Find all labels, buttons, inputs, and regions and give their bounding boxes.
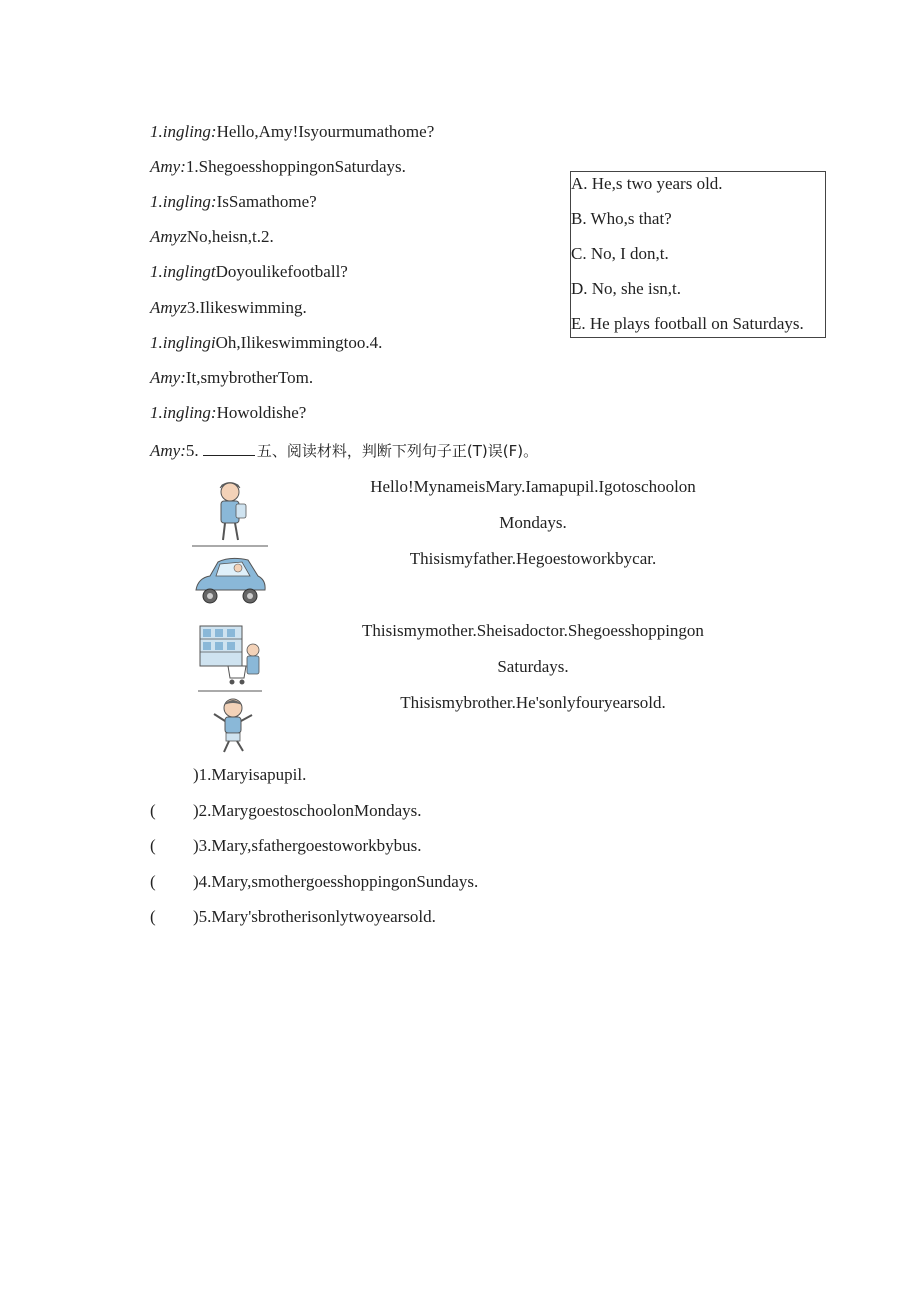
answer-blank[interactable] xyxy=(203,441,255,456)
passage-line-2: Mondays. xyxy=(499,513,567,532)
dialogue-line-6: Amyz3.Ilikeswimming. xyxy=(150,298,307,317)
dialogue-line-1: 1.ingling:Hello,Amy!Isyourmumathome? xyxy=(150,122,435,141)
dialogue-line-2: Amy:1.ShegoesshoppingonSaturdays. xyxy=(150,157,406,176)
passage-line-6: Thisismybrother.He'sonlyfouryearsold. xyxy=(400,693,666,712)
dialogue-line-4: AmyzNo,heisn,t.2. xyxy=(150,227,274,246)
answer-paren[interactable]: ( xyxy=(150,801,156,820)
dialogue-line-3: 1.ingling:IsSamathome? xyxy=(150,192,317,211)
option-a: A. He,s two years old. xyxy=(571,174,723,193)
dialogue-line-10: Amy:5. 五、阅读材料，判断下列句子正(T)误(F)。 xyxy=(150,441,539,460)
option-c: C. No, I don,t. xyxy=(571,244,669,263)
passage-line-5: Saturdays. xyxy=(497,657,569,676)
dialogue-line-5: 1.inglingtDoyoulikefootball? xyxy=(150,262,348,281)
answer-paren[interactable]: ( xyxy=(150,907,156,926)
passage-line-1: Hello!MynameisMary.Iamapupil.Igotoschoolon xyxy=(370,477,696,496)
dialogue-line-7: 1.inglingiOh,Ilikeswimmingtoo.4. xyxy=(150,333,383,352)
girl-with-bag-illustration xyxy=(192,476,268,548)
boy-jumping-illustration xyxy=(210,694,256,758)
statement-4: ( )4.Mary,smothergoesshoppingonSundays. xyxy=(150,872,479,891)
passage-line-4: Thisismymother.Sheisadoctor.Shegoesshoppingon xyxy=(362,621,704,640)
dialogue-line-9: 1.ingling:Howoldishe? xyxy=(150,403,307,422)
statement-3: ( )3.Mary,sfathergoestoworkbybus. xyxy=(150,836,422,855)
section-heading: 五、阅读材料，判断下列句子正(T)误(F)。 xyxy=(256,442,539,460)
answer-paren[interactable]: ( xyxy=(150,836,156,855)
options-box xyxy=(570,171,826,338)
shopping-illustration xyxy=(198,624,264,694)
option-e: E. He plays football on Saturdays. xyxy=(571,314,804,333)
option-d: D. No, she isn,t. xyxy=(571,279,682,298)
statement-1: )1.Maryisapupil. xyxy=(193,765,307,784)
option-b: B. Who,s that? xyxy=(571,209,672,228)
passage-line-3: Thisismyfather.Hegoestoworkbycar. xyxy=(409,549,657,568)
statement-5: ( )5.Mary'sbrotherisonlytwoyearsold. xyxy=(150,907,436,926)
answer-paren[interactable]: ( xyxy=(150,872,156,891)
statement-2: ( )2.MarygoestoschoolonMondays. xyxy=(150,801,422,820)
dialogue-line-8: Amy:It,smybrotherTom. xyxy=(150,368,314,387)
car-illustration xyxy=(192,552,268,610)
